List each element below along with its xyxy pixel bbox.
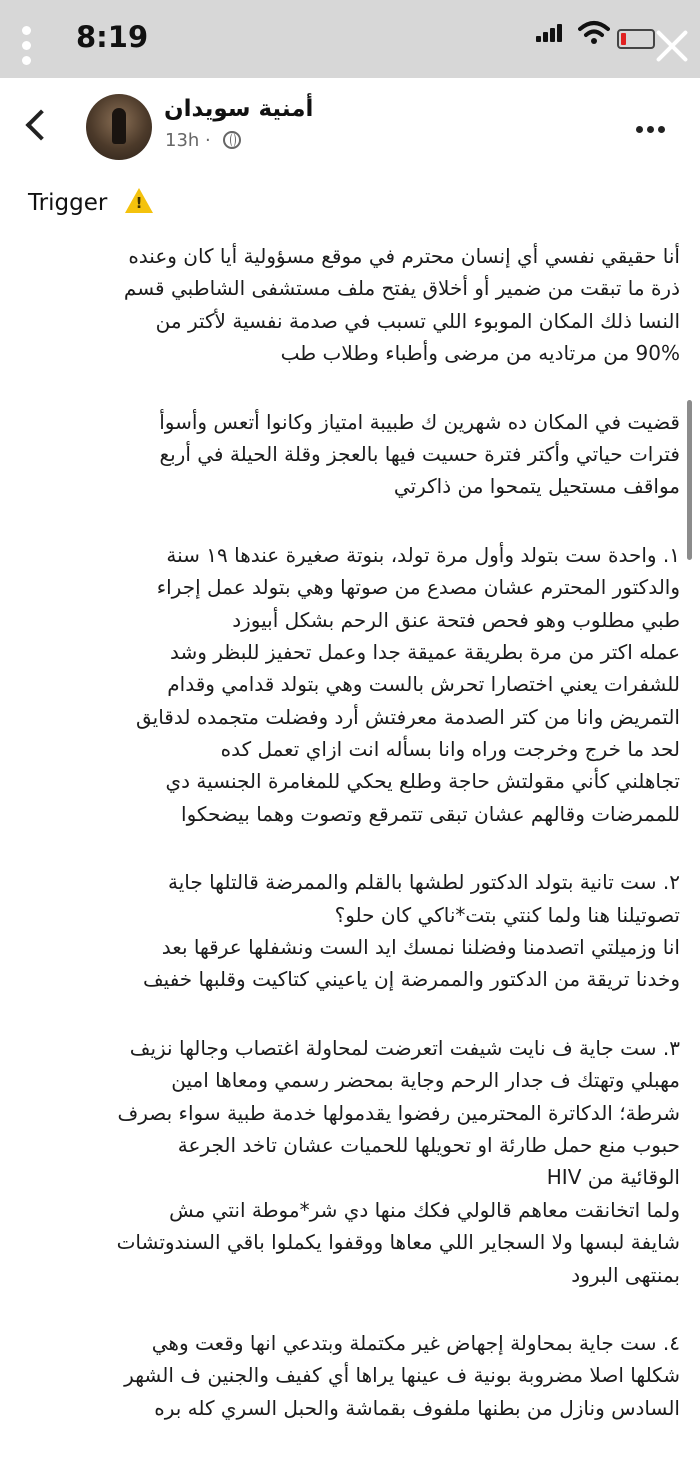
post-text-line: والدكتور المحترم عشان مصدع من صوتها وهي بتولد عمل إجراء: [156, 575, 680, 600]
post-text-line: السادس ونازل من بطنها ملفوف بقماشة والحبل السري كله بره: [154, 1395, 680, 1420]
status-bar: [0, 0, 700, 78]
post-text-line: مواقف مستحيل يتمحوا من ذاكرتي: [393, 474, 680, 499]
avatar[interactable]: [86, 94, 152, 160]
author-name[interactable]: أمنية سويدان: [164, 96, 314, 122]
status-time: 8:19: [76, 20, 149, 54]
post-text-line: التمريض وانا من كتر الصدمة معرفتش أرد وفضلت متجمده لدقايق: [135, 704, 680, 729]
trigger-label: Trigger: [28, 190, 108, 216]
post-text-line: ولما اتخانقت معاهم قالولي فكك منها دي شر*موطة انتي مش: [169, 1197, 680, 1222]
post-time: 13h: [165, 130, 200, 151]
post-text-line: 90% من مرتاديه من مرضى وأطباء وطلاب طب: [280, 341, 680, 366]
post-text-line: قضيت في المكان ده شهرين ك طبيبة امتياز وكانوا أتعس وأسوأ: [159, 409, 680, 434]
post-paragraph: [14, 1032, 680, 1291]
battery-icon: [617, 29, 655, 49]
close-icon[interactable]: [654, 28, 688, 62]
post-text-line: عمله اكتر من مرة بطريقة عميقة جدا وعمل تحفيز للبظر وشد: [170, 639, 680, 664]
back-chevron-icon[interactable]: [25, 109, 56, 140]
dots-menu-icon[interactable]: [22, 26, 31, 71]
post-paragraph: [14, 866, 680, 996]
post-text-line: ذرة ما تبقت من ضمير أو أخلاق يفتح ملف مستشفى الشاطبي قسم: [123, 276, 680, 301]
post-text-line: أنا حقيقي نفسي أي إنسان محترم في موقع مسؤولية أيا كان وعنده: [128, 244, 680, 268]
post-meta: 13h ·: [165, 130, 241, 151]
post-text-line: انا وزميلتي اتصدمنا وفضلنا نمسك ايد الست ونشفلها عرقها بعد: [161, 935, 680, 960]
post-body: [14, 240, 680, 1460]
post-text-line: فترات حياتي وأكتر فترة حسيت فيها بالعجز وقلة الحيلة في أربع: [159, 441, 680, 466]
post-text-line: ٣. ست جاية ف نايت شيفت اتعرضت لمحاولة اغتصاب وجالها نزيف: [129, 1035, 680, 1060]
post-text-line: ٤. ست جاية بمحاولة إجهاض غير مكتملة وبتدعي انها وقعت وهي: [151, 1330, 680, 1355]
post-paragraph: [14, 1327, 680, 1424]
post-paragraph: [14, 406, 680, 503]
post-text-line: للشفرات يعني اختصارا تحرش بالست وهي بتولد قدامي وقدام: [167, 672, 680, 697]
scrollbar[interactable]: [687, 400, 692, 560]
post-header: [0, 78, 700, 168]
trigger-warning: [28, 188, 153, 216]
post-text-line: وخدنا تريقة من الدكتور والممرضة إن ياعيني كتاكيت وقلبها خفيف: [142, 967, 680, 992]
post-text-line: ٢. ست تانية بتولد الدكتور لطشها بالقلم والممرضة قالتلها جاية: [167, 870, 680, 895]
post-text-line: ١. واحدة ست بتولد وأول مرة تولد، بنوتة صغيرة عندها ١٩ سنة: [166, 542, 680, 567]
post-text-line: تجاهلني كأني مقولتش حاجة وطلع يحكي للمغامرة الجنسية دي: [165, 769, 680, 794]
wifi-icon: [578, 20, 610, 46]
warning-icon: [125, 188, 153, 213]
post-paragraph: [14, 240, 680, 370]
globe-icon: [223, 131, 241, 149]
more-options-icon[interactable]: [636, 118, 669, 137]
post-paragraph: [14, 539, 680, 831]
post-text-line: طبي مطلوب وهو فحص فتحة عنق الرحم بشكل أبيوزد: [232, 607, 680, 632]
post-text-line: لحد ما خرج وخرجت وراه وانا بسأله انت ازاي تعمل كده: [220, 737, 680, 762]
post-text-line: تصوتيلنا هنا ولما كنتي بتت*ناكي كان حلو؟: [334, 902, 680, 927]
post-text-line: النسا ذلك المكان الموبوء اللي تسبب في صدمة نفسية لأكتر من: [155, 308, 680, 333]
post-text-line: حبوب منع حمل طارئة او تحويلها للحميات عشان تاخد الجرعة: [177, 1132, 680, 1157]
post-text-line: شرطة؛ الدكاترة المحترمين رفضوا يقدمولها خدمة طبية سواء بصرف: [117, 1100, 680, 1125]
post-text-line: الوقائية من HIV: [546, 1165, 680, 1190]
post-text-line: شايفة لبسها ولا السجاير اللي معاها ووقفوا يكملوا باقي السندوتشات: [116, 1230, 680, 1255]
post-text-line: بمنتهى البرود: [571, 1262, 680, 1287]
post-text-line: للممرضات وقالهم عشان تبقى تتمرقع وتصوت وهما بيضحكوا: [181, 801, 680, 826]
post-text-line: مهبلي وتهتك ف جدار الرحم وجاية بمحضر رسمي ومعاها امين: [171, 1068, 680, 1093]
post-text-line: شكلها اصلا مضروبة بونية ف عينها يراها أي كفيف والجنين ف الشهر: [124, 1363, 680, 1388]
